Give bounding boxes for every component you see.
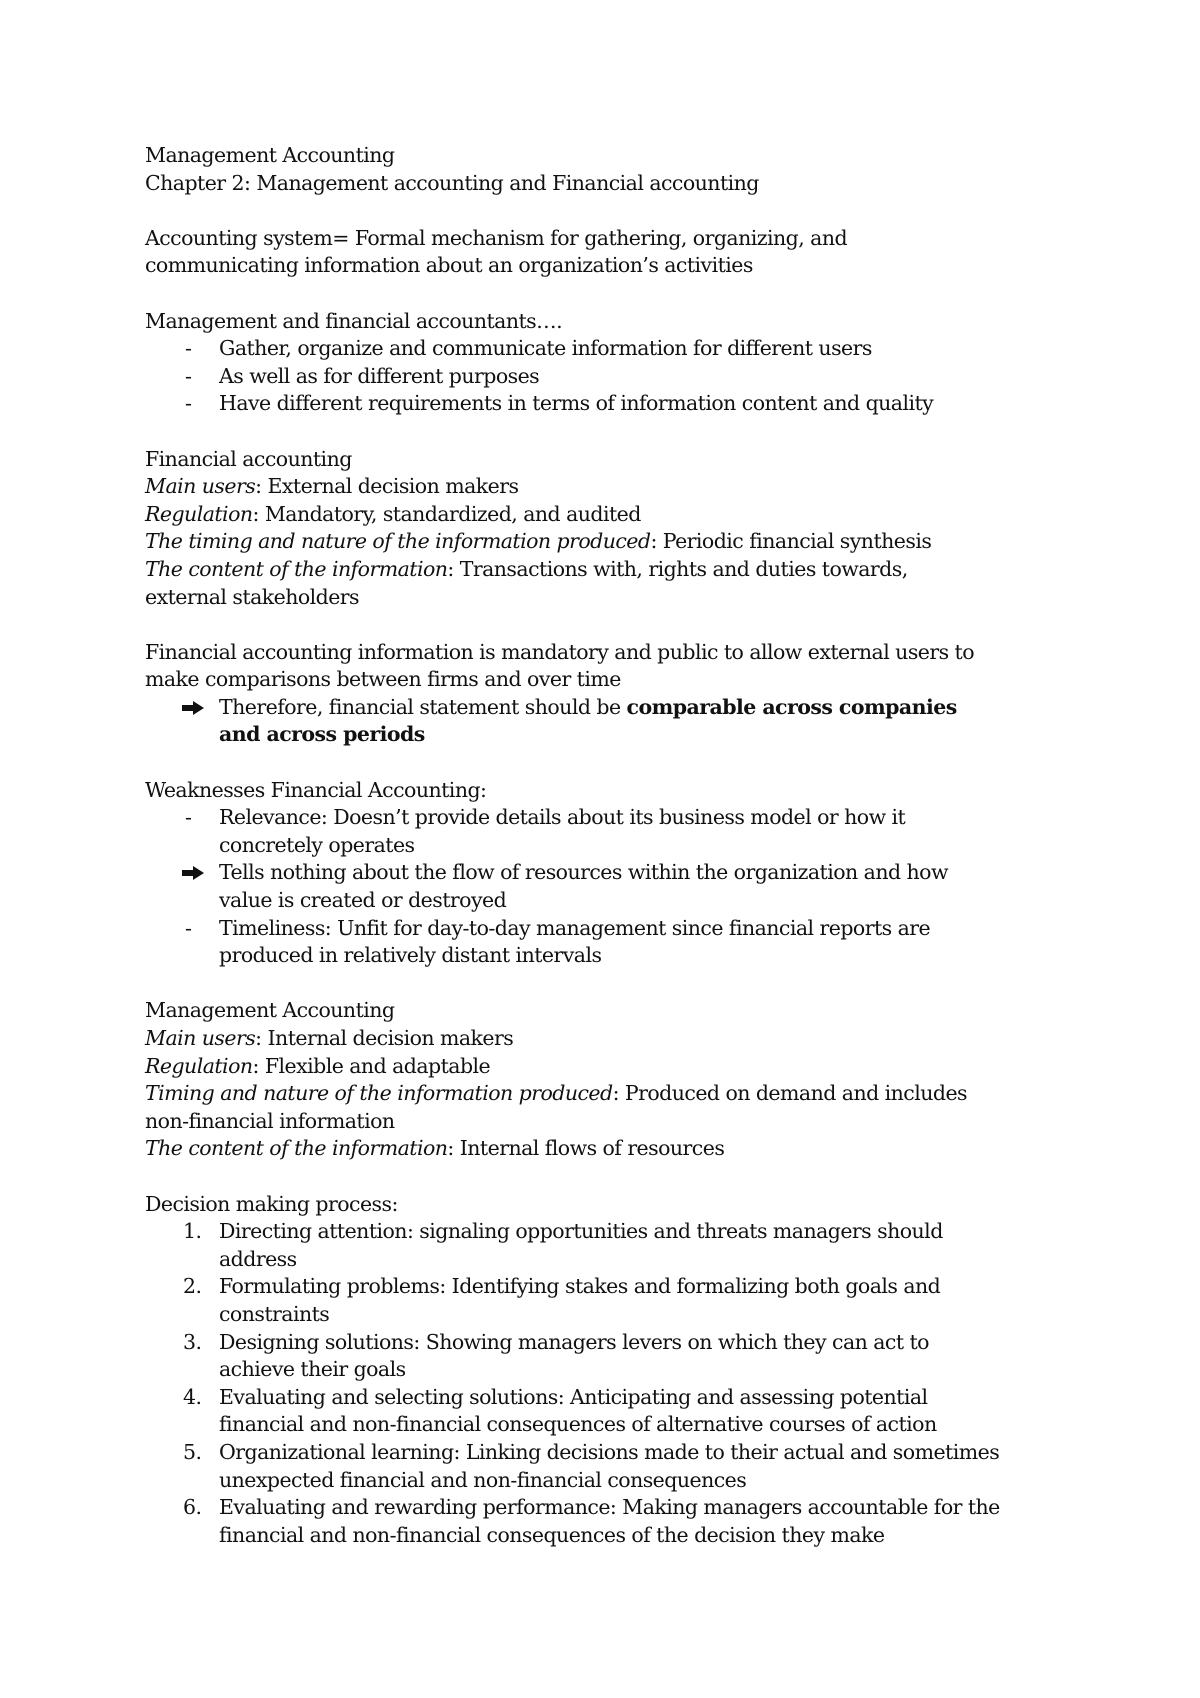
dash-bullet-icon: - (185, 805, 192, 830)
list-number: 4. (183, 1384, 202, 1409)
list-item: Therefore, financial statement should be comparable across companies and across periods (145, 694, 1075, 749)
definition-line: Accounting system= Formal mechanism for gathering, organizing, and (145, 225, 848, 250)
attribute-row (145, 1053, 1075, 1081)
attribute-label: Main users (145, 1026, 256, 1050)
conclusion-list (145, 694, 1075, 749)
paragraph-line: Financial accounting information is mandatory and public to allow external users to (145, 639, 975, 664)
attribute-value: : Periodic financial synthesis (650, 529, 932, 554)
document-header (145, 142, 1075, 197)
weaknesses-section (145, 777, 1075, 970)
right-arrow-icon (181, 865, 205, 881)
list-number: 6. (183, 1495, 202, 1520)
dash-bullet-icon: - (185, 363, 192, 388)
attribute-label: Main users (145, 474, 256, 499)
attribute-row (145, 556, 1075, 584)
section-title: Weaknesses Financial Accounting: (145, 777, 487, 802)
list-number: 2. (183, 1274, 202, 1299)
list-item: - Gather, organize and communicate information for different users (145, 335, 1075, 363)
attribute-row (145, 528, 1075, 556)
attribute-row-continuation: external stakeholders (145, 584, 360, 609)
financial-accounting-section (145, 446, 1075, 612)
dash-bullet-icon: - (185, 336, 192, 361)
list-number: 3. (183, 1329, 202, 1354)
attribute-value: : External decision makers (255, 474, 519, 499)
list-item: - Relevance: Doesn’t provide details about its business model or how it concretely operates (185, 805, 906, 857)
list-item: - Timeliness: Unfit for day-to-day management since financial reports are produced in relatively distant intervals (185, 915, 931, 968)
attribute-value: : Mandatory, standardized, and audited (252, 501, 641, 526)
list-number: 5. (183, 1439, 202, 1464)
definition-line: communicating information about an organization’s activities (145, 253, 753, 278)
course-title: Management Accounting (145, 143, 395, 167)
list-item: 4. Evaluating and selecting solutions: Anticipating and assessing potential financial and non-financial consequences of alternative courses of action (183, 1384, 937, 1437)
attribute-label: The content of the information (145, 556, 448, 581)
attribute-row (145, 473, 1075, 501)
chapter-title: Chapter 2: Management accounting and Financial accounting (145, 170, 759, 195)
list-item: 6. Evaluating and rewarding performance: Making managers accountable for the financial and non-financial consequences of the decision they make (183, 1495, 1000, 1547)
attribute-row (145, 501, 1075, 529)
management-accounting-section (145, 997, 1075, 1163)
list-item: Tells nothing about the flow of resources within the organization and how value is created or destroyed (145, 859, 1075, 914)
section-title: Decision making process: (145, 1191, 398, 1216)
public-information-section (145, 639, 1075, 749)
attribute-label: The timing and nature of the information produced (145, 529, 651, 554)
attribute-value: : Produced on demand and includes (612, 1081, 968, 1106)
document-body (145, 142, 1075, 1549)
accountants-list (145, 335, 1075, 418)
emphasis-text: and across periods (219, 722, 425, 747)
list-number: 1. (183, 1219, 202, 1244)
list-item: 3. Designing solutions: Showing managers levers on which they can act to achieve their goals (183, 1329, 929, 1382)
decision-steps-list (145, 1218, 1075, 1549)
list-item: 5. Organizational learning: Linking decisions made to their actual and sometimes unexpected financial and non-financial consequences (183, 1439, 1000, 1492)
section-title: Financial accounting (145, 446, 352, 471)
emphasis-text: comparable across companies (626, 694, 957, 719)
attribute-label: Timing and nature of the information produced (145, 1081, 613, 1106)
dash-bullet-icon: - (185, 391, 192, 416)
list-item: - Have different requirements in terms of information content and quality (145, 390, 1075, 418)
attribute-row (145, 1135, 1075, 1163)
attribute-value: : Internal decision makers (255, 1026, 514, 1050)
list-item: 1. Directing attention: signaling opportunities and threats managers should address (183, 1219, 943, 1271)
attribute-value: : Flexible and adaptable (252, 1053, 491, 1078)
attribute-row-continuation: non-financial information (145, 1108, 395, 1133)
section-title: Management Accounting (145, 998, 395, 1023)
weaknesses-list (145, 804, 1075, 970)
accountants-section (145, 308, 1075, 418)
attribute-label: The content of the information (145, 1136, 448, 1161)
attribute-row (145, 1025, 1075, 1053)
list-item: - As well as for different purposes (145, 363, 1075, 391)
attribute-value: : Internal flows of resources (447, 1136, 725, 1161)
attribute-label: Regulation (145, 501, 253, 526)
right-arrow-icon (181, 700, 205, 716)
paragraph-line: make comparisons between firms and over time (145, 667, 621, 692)
dash-bullet-icon: - (185, 915, 192, 940)
attribute-label: Regulation (145, 1053, 253, 1078)
list-item: 2. Formulating problems: Identifying stakes and formalizing both goals and constraints (183, 1274, 941, 1326)
accounting-system-definition (145, 225, 1075, 280)
accountants-intro: Management and financial accountants…. (145, 308, 563, 333)
attribute-row (145, 1080, 1075, 1108)
attribute-value: : Transactions with, rights and duties towards, (447, 556, 908, 581)
decision-making-section (145, 1191, 1075, 1550)
